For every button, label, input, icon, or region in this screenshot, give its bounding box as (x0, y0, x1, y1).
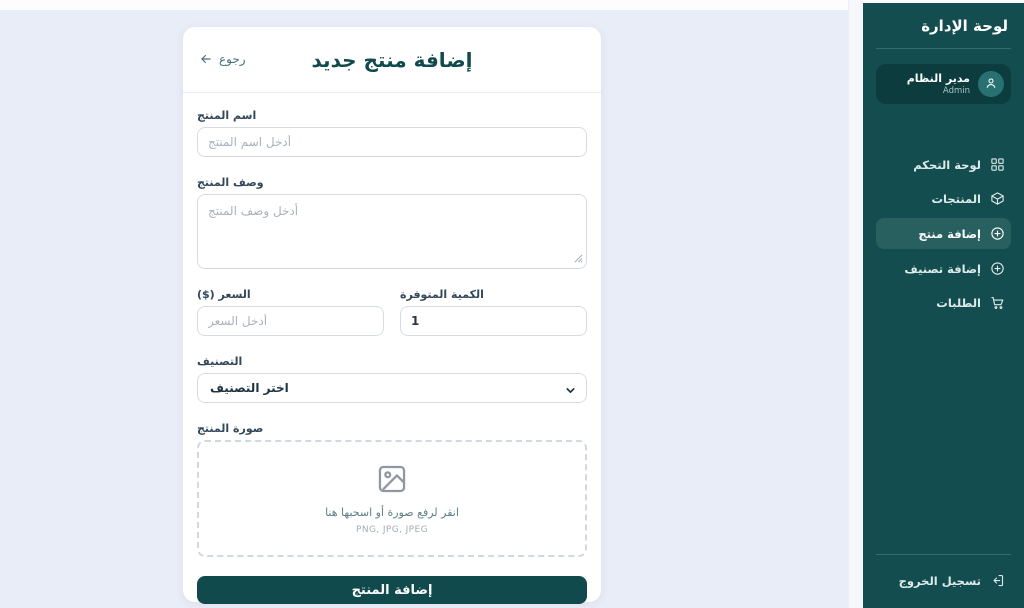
sidebar-title: لوحة الإدارة (921, 17, 1008, 35)
image-upload-dropzone[interactable] (197, 440, 587, 557)
category-select[interactable] (197, 373, 587, 403)
sidebar-item-orders[interactable] (876, 288, 1011, 317)
category-label: التصنيف (197, 355, 243, 368)
chevron-down-icon (564, 382, 577, 401)
sidebar-item-add-product[interactable] (876, 218, 1011, 249)
logout-icon (990, 573, 1005, 588)
logout-label: تسجيل الخروج (898, 573, 981, 588)
user-card[interactable] (876, 64, 1011, 104)
product-description-field (197, 176, 587, 269)
avatar (978, 71, 1004, 97)
dashboard-icon (990, 157, 1005, 172)
admin-sidebar (863, 0, 1024, 608)
sidebar-item-add-category[interactable] (876, 254, 1011, 283)
sidebar-item-label: المنتجات (931, 191, 981, 206)
sidebar-menu (876, 150, 1011, 322)
product-name-label: اسم المنتج (197, 109, 257, 122)
sidebar-divider-bottom (876, 554, 1011, 555)
sidebar-item-label: الطلبات (936, 295, 981, 310)
left-arrow-icon (199, 52, 213, 66)
sidebar-spacer (876, 322, 1011, 541)
page-title: إضافة منتج جديد (311, 48, 473, 72)
plus-circle-icon (990, 226, 1005, 241)
top-strip (0, 0, 863, 10)
quantity-field (400, 288, 587, 336)
user-role: Admin (942, 85, 970, 96)
card-header (183, 27, 601, 93)
category-field (197, 355, 587, 403)
price-field (197, 288, 384, 336)
quantity-label: الكمية المتوفرة (400, 288, 484, 301)
image-label: صورة المنتج (197, 422, 264, 435)
add-product-card (183, 27, 601, 602)
add-product-submit-button[interactable]: إضافة المنتج (197, 576, 587, 604)
product-description-label: وصف المنتج (197, 176, 264, 189)
cart-icon (990, 295, 1005, 310)
products-box-icon (990, 191, 1005, 206)
product-name-input[interactable] (197, 127, 587, 157)
back-button[interactable] (199, 52, 246, 66)
scrollbar-track[interactable] (848, 0, 863, 608)
price-input[interactable] (197, 306, 384, 336)
sidebar-item-label: إضافة تصنيف (904, 261, 981, 276)
sidebar-item-label: إضافة منتج (918, 226, 981, 241)
sidebar-item-label: لوحة التحكم (913, 157, 981, 172)
upload-formats-text: PNG, JPG, JPEG (356, 525, 428, 535)
sidebar-item-products[interactable] (876, 184, 1011, 213)
quantity-input[interactable] (400, 306, 587, 336)
category-selected-value: اختر التصنيف (210, 381, 289, 395)
sidebar-item-dashboard[interactable] (876, 150, 1011, 179)
upload-hint-text: انقر لرفع صورة أو اسحبها هنا (325, 506, 459, 519)
logout-button[interactable] (876, 566, 1011, 595)
price-label: السعر ($) (197, 288, 251, 301)
plus-circle-icon (990, 261, 1005, 276)
product-form (183, 93, 601, 604)
user-meta (907, 72, 970, 96)
back-button-label: رجوع (219, 52, 246, 66)
price-quantity-row (197, 288, 587, 336)
product-description-input[interactable] (197, 194, 587, 269)
image-icon (375, 462, 409, 500)
person-icon (984, 75, 998, 94)
sidebar-divider-top (876, 48, 1011, 49)
user-name: مدير النظام (906, 71, 970, 85)
image-field (197, 422, 587, 557)
product-name-field (197, 109, 587, 157)
